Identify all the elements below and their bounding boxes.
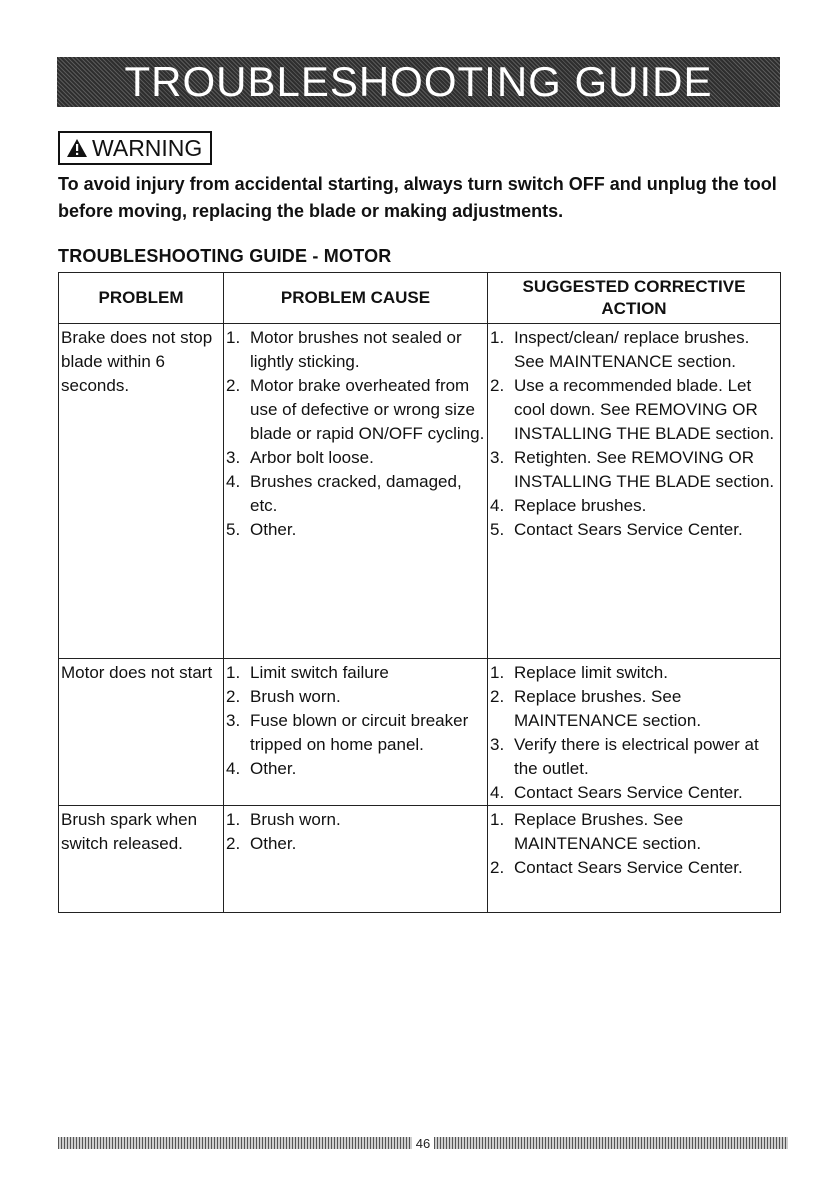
action-cell [488,324,781,659]
cause-item [226,374,487,446]
item-text: Replace brushes. See MAINTENANCE section. [514,687,702,730]
item-number: 1. [226,328,241,347]
item-text: Contact Sears Service Center. [514,858,743,877]
item-text: Replace limit switch. [514,663,668,682]
action-item [490,685,780,733]
cause-cell [224,324,488,659]
section-title: TROUBLESHOOTING GUIDE - MOTOR [58,246,392,266]
item-number: 1. [490,810,505,829]
table-row [59,806,781,913]
problem-cell: Motor does not start [59,659,224,806]
item-text: Other. [250,759,297,778]
warning-triangle-icon [66,138,88,158]
cause-item [226,757,487,781]
item-number: 2. [226,687,241,706]
item-text: Retighten. See REMOVING OR INSTALLING THE BLADE section. [514,448,775,491]
action-cell [488,659,781,806]
page-title: TROUBLESHOOTING GUIDE [124,58,713,105]
action-item [490,494,780,518]
problem-cell: Brake does not stop blade within 6 seconds. [59,324,224,659]
item-number: 3. [490,735,505,754]
cause-item [226,709,487,757]
item-number: 4. [226,759,241,778]
item-number: 2. [226,376,241,395]
action-item [490,733,780,781]
footer-rule-right [434,1137,788,1149]
action-item [490,808,780,856]
item-text: Replace Brushes. See MAINTENANCE section. [514,810,702,853]
item-number: 4. [490,783,505,802]
item-number: 5. [490,520,505,539]
cause-cell [224,659,488,806]
item-text: Other. [250,834,297,853]
item-number: 2. [490,858,505,877]
cause-item [226,446,487,470]
item-number: 3. [490,448,505,467]
header-corrective-action: SUGGESTED CORRECTIVE ACTION [488,273,781,324]
cause-item [226,518,487,542]
item-text: Fuse blown or circuit breaker tripped on home panel. [250,711,469,754]
action-item [490,661,780,685]
cause-item [226,326,487,374]
warning-label-text: WARNING [92,134,203,161]
item-number: 4. [226,472,241,491]
item-number: 1. [226,810,241,829]
item-number: 4. [490,496,505,515]
cause-item [226,832,487,856]
page-footer [58,1136,788,1150]
action-item [490,781,780,805]
item-number: 2. [490,687,505,706]
problem-cell: Brush spark when switch released. [59,806,224,913]
item-text: Contact Sears Service Center. [514,520,743,539]
item-text: Arbor bolt loose. [250,448,374,467]
page-number: 46 [415,1135,431,1151]
action-item [490,518,780,542]
item-text: Brush worn. [250,687,341,706]
item-number: 5. [226,520,241,539]
item-text: Use a recommended blade. Let cool down. See REMOVING OR INSTALLING THE BLADE section. [514,376,775,443]
action-item [490,374,780,446]
cause-item [226,661,487,685]
action-cell [488,806,781,913]
cause-item [226,808,487,832]
action-item [490,446,780,494]
cause-item [226,470,487,518]
item-number: 1. [226,663,241,682]
cause-cell [224,806,488,913]
item-text: Inspect/clean/ replace brushes. See MAINTENANCE section. [514,328,750,371]
action-item [490,326,780,374]
header-problem: PROBLEM [59,273,224,324]
item-number: 3. [226,448,241,467]
item-text: Replace brushes. [514,496,647,515]
item-number: 2. [490,376,505,395]
item-text: Limit switch failure [250,663,389,682]
item-number: 1. [490,328,505,347]
troubleshooting-table [58,272,781,913]
item-text: Brushes cracked, damaged, etc. [250,472,462,515]
item-number: 2. [226,834,241,853]
warning-text: To avoid injury from accidental starting, always turn switch OFF and unplug the tool before moving, replacing the blade or making adjustments. [58,174,777,221]
item-text: Contact Sears Service Center. [514,783,743,802]
item-number: 1. [490,663,505,682]
title-banner [57,57,780,107]
table-header-row [59,273,781,324]
cause-item [226,685,487,709]
footer-rule-left [58,1137,412,1149]
warning-label [58,131,212,165]
item-text: Brush worn. [250,810,341,829]
table-row [59,659,781,806]
item-text: Verify there is electrical power at the outlet. [514,735,759,778]
table-row [59,324,781,659]
action-item [490,856,780,880]
item-number: 3. [226,711,241,730]
item-text: Motor brake overheated from use of defective or wrong size blade or rapid ON/OFF cycling. [250,376,485,443]
item-text: Motor brushes not sealed or lightly sticking. [250,328,462,371]
header-problem-cause: PROBLEM CAUSE [224,273,488,324]
item-text: Other. [250,520,297,539]
